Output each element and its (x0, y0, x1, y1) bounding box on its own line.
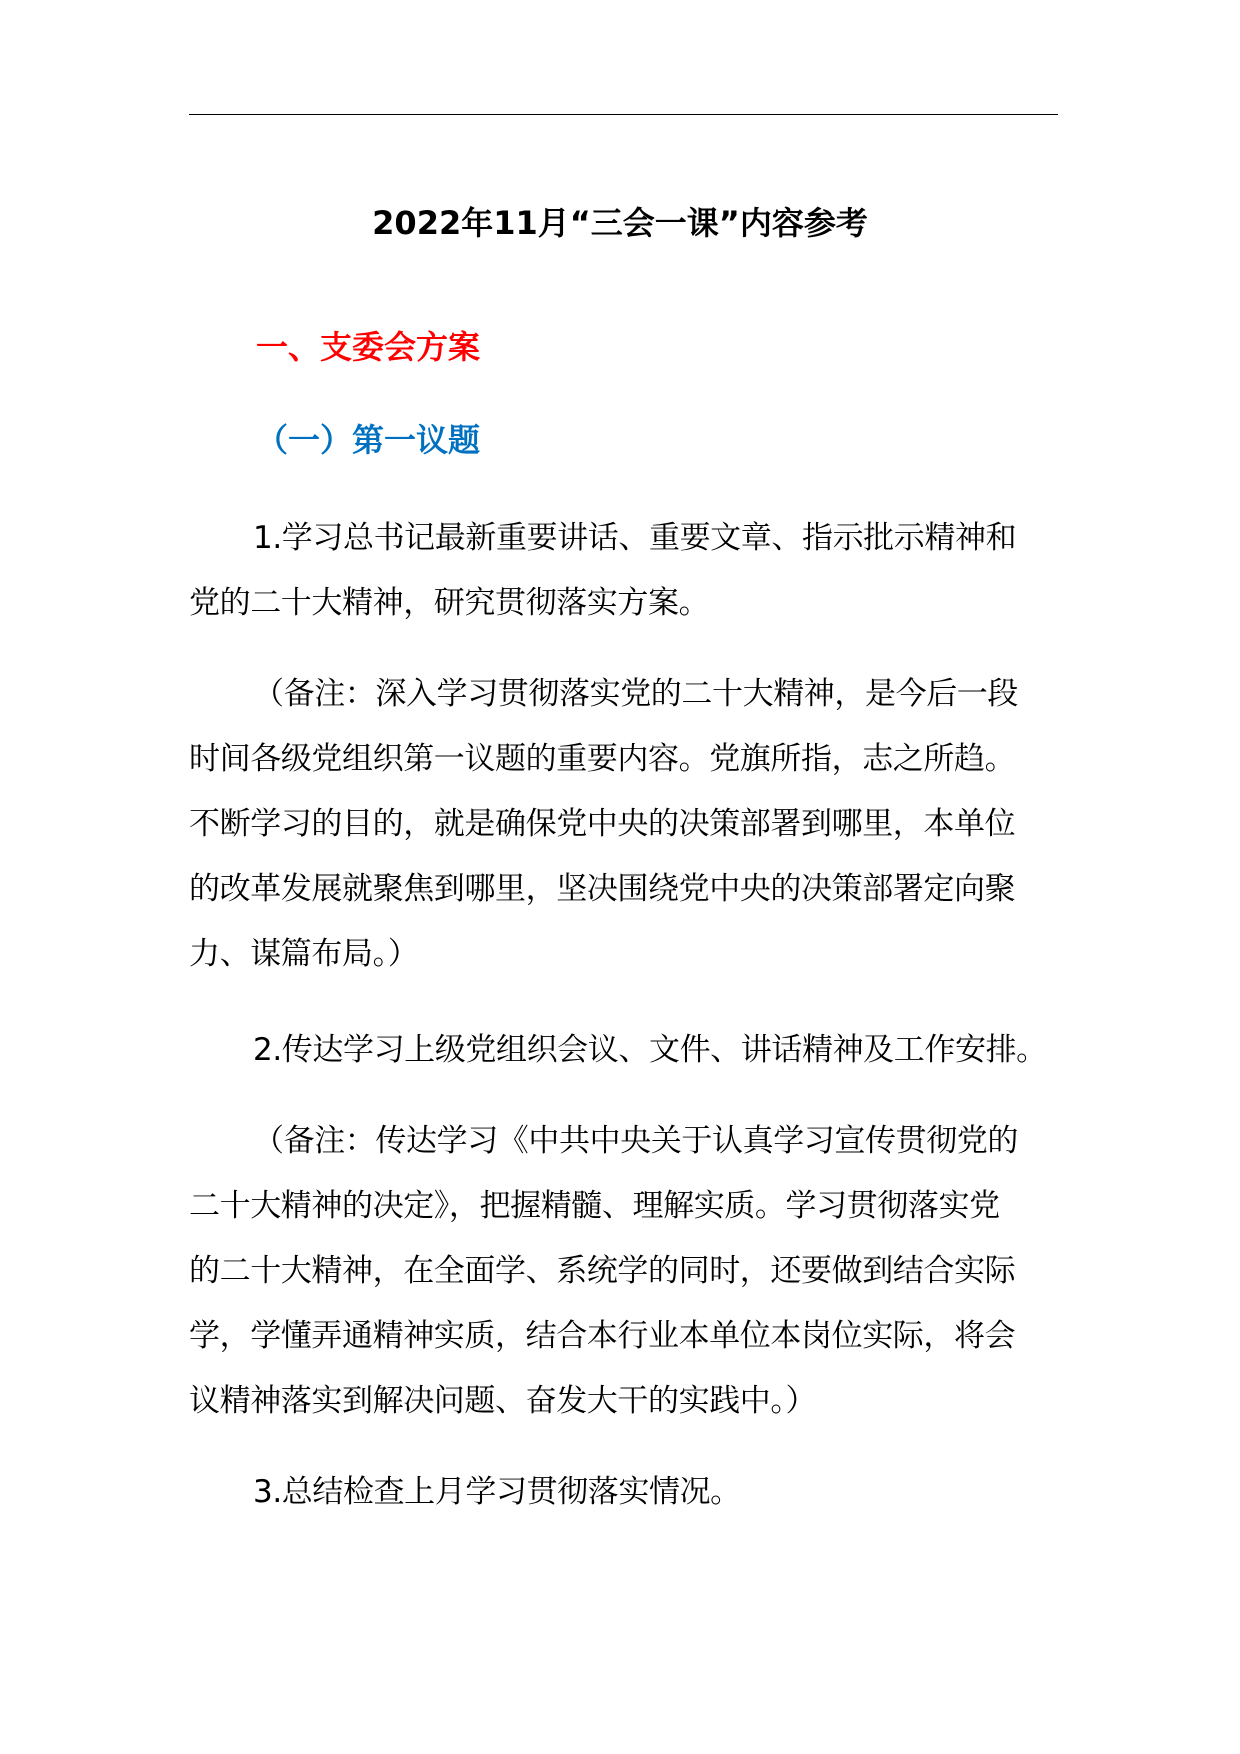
paragraph-line: 不断学习的目的，就是确保党中央的决策部署到哪里，本单位 (189, 806, 1016, 842)
paragraph-item-3 (189, 1460, 1060, 1525)
paragraph-line: 学，学懂弄通精神实质，结合本行业本单位本岗位实际，将会 (189, 1318, 1016, 1354)
paragraph-line: 2.传达学习上级党组织会议、文件、讲话精神及工作安排。 (253, 1032, 1047, 1068)
paragraph-line: （备注：传达学习《中共中央关于认真学习宣传贯彻党的 (253, 1123, 1018, 1159)
paragraph-line: 力、谋篇布局。） (189, 936, 419, 972)
paragraph-line: 时间各级党组织第一议题的重要内容。党旗所指，志之所趋。 (189, 741, 1016, 777)
header-rule (189, 114, 1058, 115)
document-title: 2022年11月“三会一课”内容参考 (372, 204, 868, 242)
paragraph-note-1 (189, 662, 1060, 987)
paragraph-item-1 (189, 506, 1060, 636)
paragraph-line: （备注：深入学习贯彻落实党的二十大精神，是今后一段 (253, 676, 1018, 712)
paragraph-item-2 (189, 1018, 1060, 1083)
paragraph-line: 议精神落实到解决问题、奋发大干的实践中。） (189, 1383, 817, 1419)
paragraph-line: 的改革发展就聚焦到哪里，坚决围绕党中央的决策部署定向聚 (189, 871, 1016, 907)
paragraph-line: 的二十大精神，在全面学、系统学的同时，还要做到结合实际 (189, 1253, 1016, 1289)
subsection-heading: （一）第一议题 (256, 421, 481, 459)
paragraph-note-2 (189, 1109, 1060, 1434)
paragraph-line: 二十大精神的决定》，把握精髓、理解实质。学习贯彻落实党 (189, 1188, 1000, 1224)
paragraph-line: 1.学习总书记最新重要讲话、重要文章、指示批示精神和 (253, 520, 1017, 556)
paragraph-line: 党的二十大精神，研究贯彻落实方案。 (189, 585, 710, 621)
section-heading: 一、支委会方案 (256, 328, 481, 366)
paragraph-line: 3.总结检查上月学习贯彻落实情况。 (253, 1474, 741, 1510)
